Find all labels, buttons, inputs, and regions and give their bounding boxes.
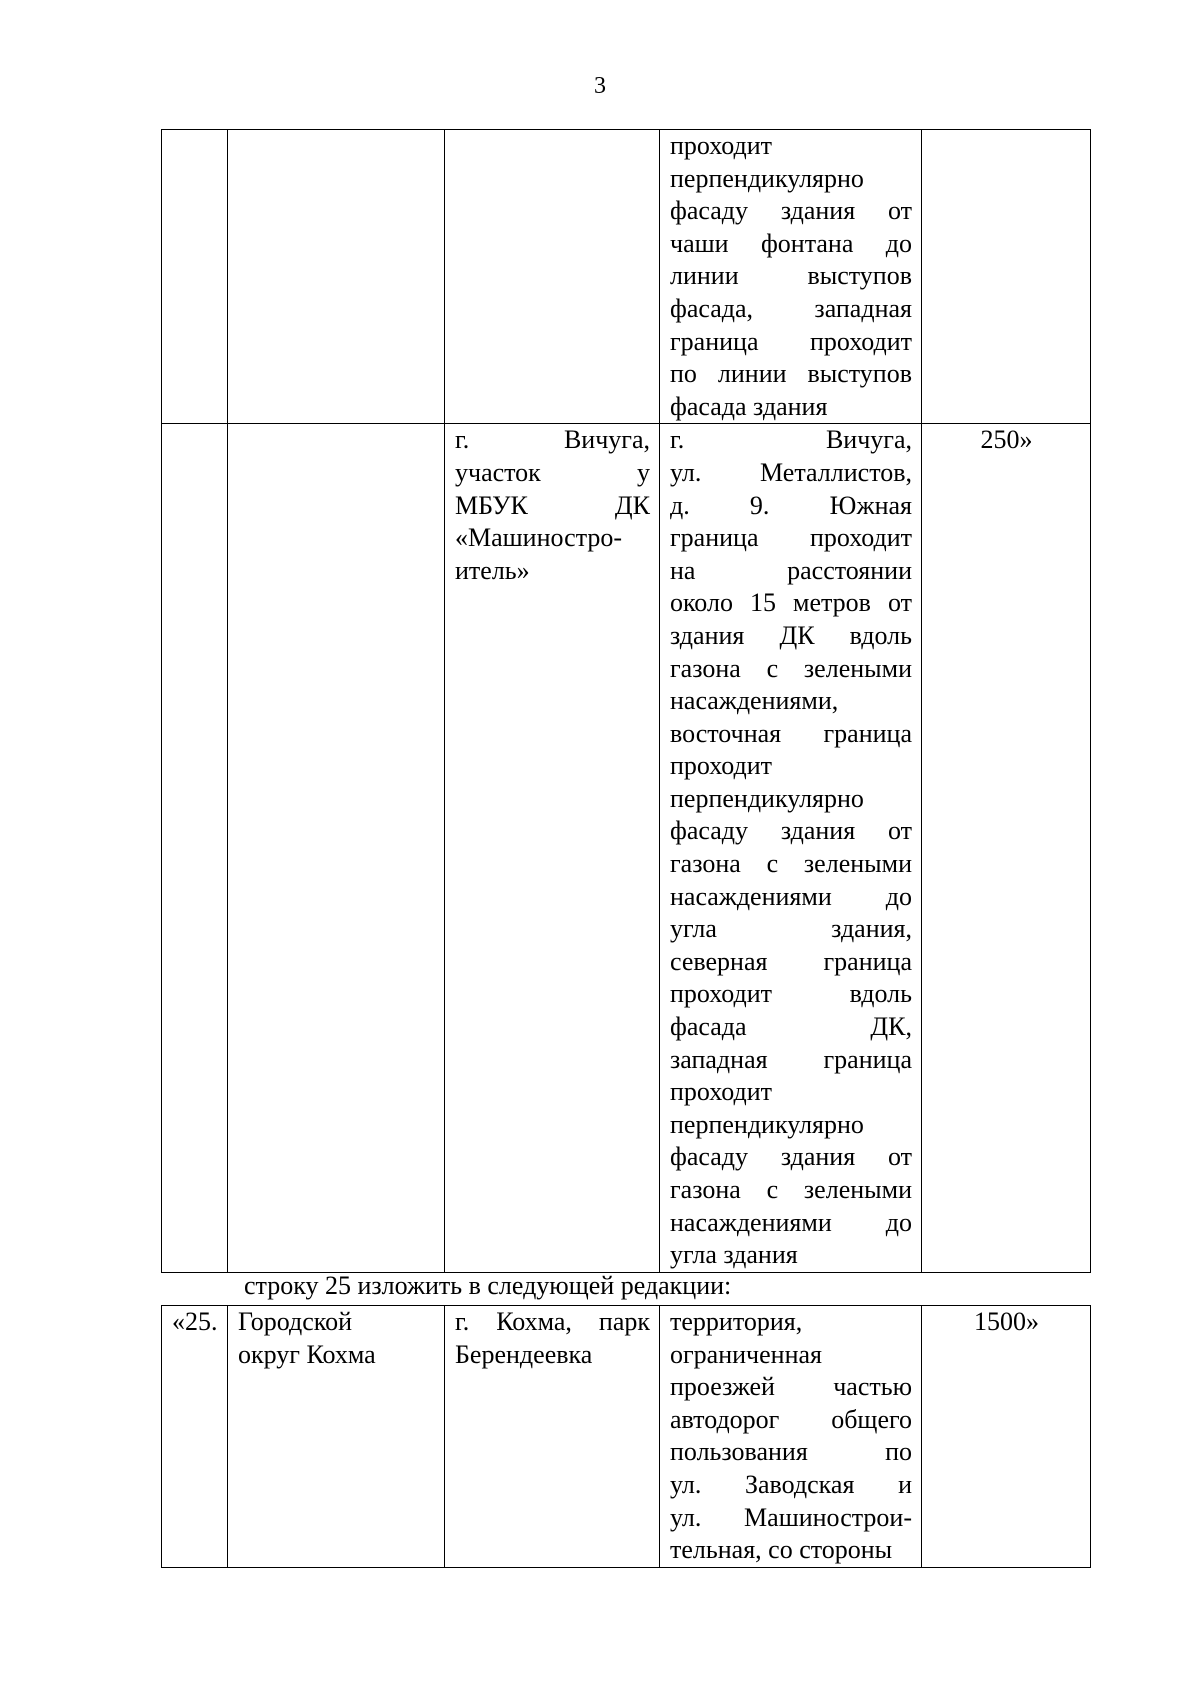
text-line: газона с зелеными	[670, 1175, 912, 1204]
text-line: проходит	[670, 1077, 773, 1107]
text-line: д. 9. Южная	[670, 490, 912, 520]
text-line: фасада ДК,	[670, 1012, 912, 1042]
text-line: г. Кохма, парк	[455, 1307, 650, 1336]
text-line: фасада здания	[670, 391, 828, 421]
text-line: восточная граница	[670, 718, 912, 748]
text-line: ул. Машинострои-	[670, 1502, 912, 1532]
text-line: угла здания	[670, 1240, 798, 1270]
text-line: насаждениями до	[670, 881, 912, 911]
text-line: угла здания,	[670, 914, 912, 944]
text-line: Городской	[238, 1307, 352, 1336]
text-line: проходит	[670, 131, 773, 160]
amendment-instruction: строку 25 изложить в следующей редакции:	[244, 1271, 732, 1300]
text-line: участок у	[455, 457, 650, 487]
text-line: ограниченная	[670, 1339, 822, 1369]
table-row	[162, 424, 1091, 1272]
text-line: фасаду здания от	[670, 196, 912, 226]
text-line: по линии выступов	[670, 359, 912, 389]
cell-place	[445, 1306, 660, 1568]
text-line: граница проходит	[670, 326, 912, 356]
text-line: тельная, со стороны	[670, 1535, 893, 1565]
cell-area: 1500»	[922, 1306, 1091, 1568]
text-line: чаши фонтана до	[670, 228, 912, 258]
text-line: проходит	[670, 751, 773, 781]
text-line: фасаду здания от	[670, 816, 912, 846]
cell-municipality	[228, 424, 445, 1272]
text-line: ул. Металлистов,	[670, 457, 912, 487]
table-row	[162, 1306, 1091, 1568]
text-line: здания ДК вдоль	[670, 620, 912, 650]
text-line: граница проходит	[670, 523, 912, 553]
text-line: ул. Заводская и	[670, 1469, 912, 1499]
cell-municipality	[228, 130, 445, 424]
text-line: перпендикулярно	[670, 783, 864, 813]
text-line: около 15 метров от	[670, 588, 912, 618]
text-line: итель»	[455, 555, 530, 585]
page-number: 3	[594, 73, 606, 99]
text-line: территория,	[670, 1307, 803, 1336]
cell-number	[162, 130, 228, 424]
text-line: Берендеевка	[455, 1339, 593, 1369]
zones-table-continued	[161, 129, 1091, 1273]
text-line: линии выступов	[670, 261, 912, 291]
text-line: перпендикулярно	[670, 163, 864, 193]
text-line: МБУК ДК	[455, 490, 650, 520]
cell-boundary-description	[660, 424, 922, 1272]
text-line: автодорог общего	[670, 1404, 912, 1434]
cell-place	[445, 130, 660, 424]
text-line: округ Кохма	[238, 1339, 376, 1369]
text-line: насаждениями,	[670, 686, 839, 716]
cell-municipality	[228, 1306, 445, 1568]
cell-area	[922, 130, 1091, 424]
cell-place	[445, 424, 660, 1272]
cell-boundary-description	[660, 1306, 922, 1568]
text-line: пользования по	[670, 1437, 912, 1467]
zones-table-row-25	[161, 1305, 1091, 1568]
text-line: западная граница	[670, 1044, 912, 1074]
text-line: проезжей частью	[670, 1372, 912, 1402]
text-line: газона с зелеными	[670, 849, 912, 879]
text-line: проходит вдоль	[670, 979, 912, 1009]
text-line: фасаду здания от	[670, 1142, 912, 1172]
cell-boundary-description	[660, 130, 922, 424]
text-line: фасада, западная	[670, 293, 912, 323]
text-line: г. Вичуга,	[455, 425, 650, 455]
cell-number: «25.	[162, 1306, 228, 1568]
text-line: на расстоянии	[670, 555, 912, 585]
text-line: «Машиностро-	[455, 523, 623, 553]
text-line: г. Вичуга,	[670, 425, 912, 455]
table-row	[162, 130, 1091, 424]
cell-number	[162, 424, 228, 1272]
text-line: газона с зелеными	[670, 653, 912, 683]
text-line: насаждениями до	[670, 1207, 912, 1237]
text-line: перпендикулярно	[670, 1109, 864, 1139]
cell-area: 250»	[922, 424, 1091, 1272]
text-line: северная граница	[670, 946, 912, 976]
